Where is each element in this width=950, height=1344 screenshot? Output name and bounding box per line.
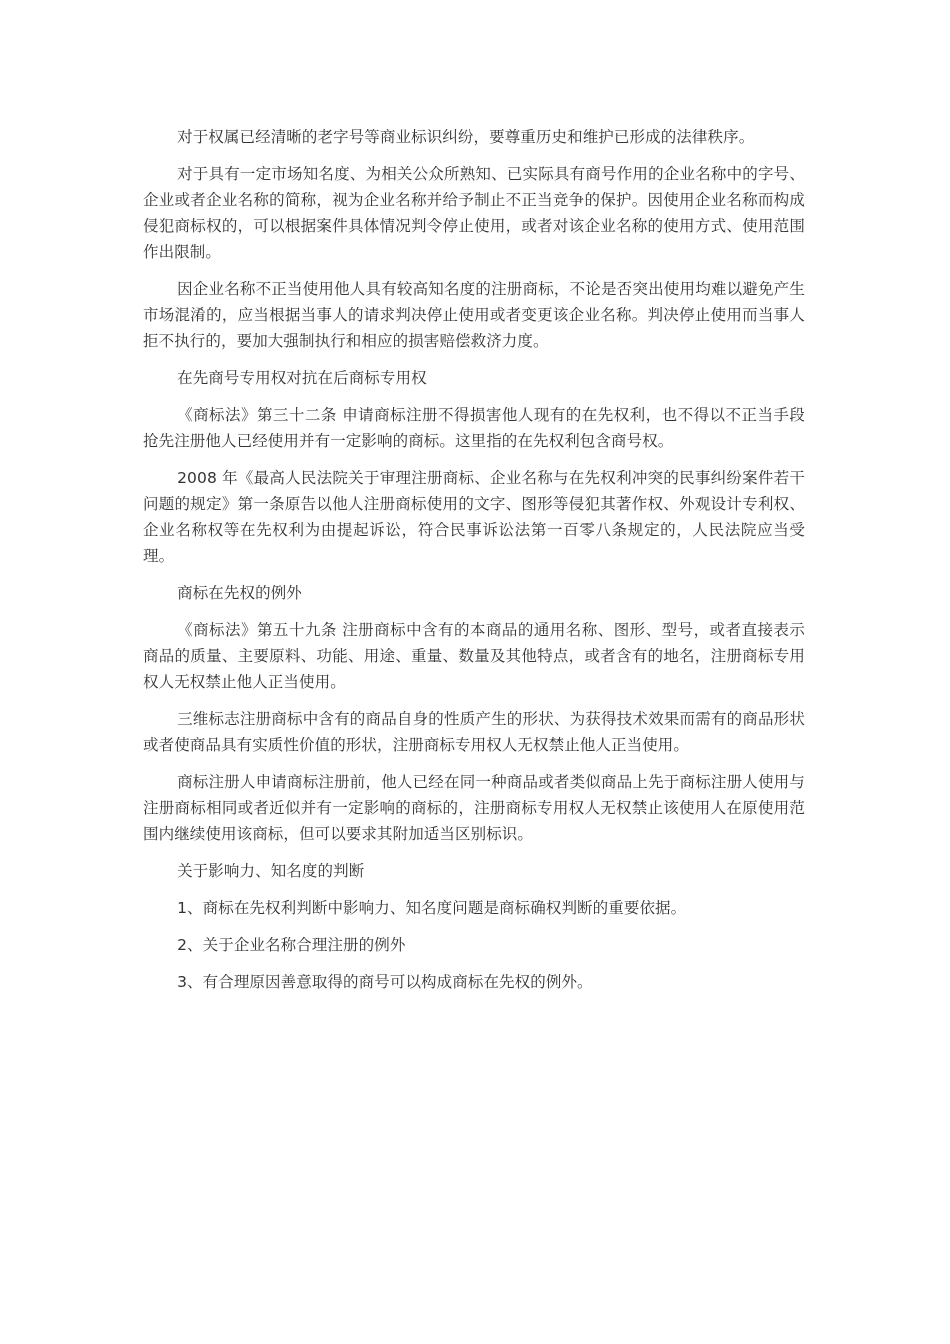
document-body bbox=[143, 124, 805, 1006]
paragraph-3: 因企业名称不正当使用他人具有较高知名度的注册商标，不论是否突出使用均难以避免产生市场混淆的，应当根据当事人的请求判决停止使用或者变更该企业名称。判决停止使用而当事人拒不执行的，要加大强制执行和相应的损害赔偿救济力度。 bbox=[143, 280, 805, 350]
paragraph-article-32: 《商标法》第三十二条 申请商标注册不得损害他人现有的在先权利，也不得以不正当手段抢先注册他人已经使用并有一定影响的商标。这里指的在先权利包含商号权。 bbox=[143, 406, 805, 450]
section-heading-prior-trade-name: 在先商号专用权对抗在后商标专用权 bbox=[177, 369, 427, 387]
list-item-1: 1、商标在先权利判断中影响力、知名度问题是商标确权判断的重要依据。 bbox=[177, 899, 687, 917]
list-item-2: 2、关于企业名称合理注册的例外 bbox=[177, 936, 406, 954]
paragraph-1: 对于权属已经清晰的老字号等商业标识纠纷，要尊重历史和维护已形成的法律秩序。 bbox=[177, 128, 755, 146]
section-heading-exceptions: 商标在先权的例外 bbox=[177, 584, 302, 602]
paragraph-prior-use: 商标注册人申请商标注册前，他人已经在同一种商品或者类似商品上先于商标注册人使用与注册商标相同或者近似并有一定影响的商标的，注册商标专用权人无权禁止该使用人在原使用范围内继续使用该商标，但可以要求其附加适当区别标识。 bbox=[143, 773, 805, 843]
list-item-3: 3、有合理原因善意取得的商号可以构成商标在先权的例外。 bbox=[177, 973, 593, 991]
paragraph-2008-provision: 2008 年《最高人民法院关于审理注册商标、企业名称与在先权利冲突的民事纠纷案件若干问题的规定》第一条原告以他人注册商标使用的文字、图形等侵犯其著作权、外观设计专利权、企业名称权等在先权利为由提起诉讼，符合民事诉讼法第一百零八条规定的，人民法院应当受理。 bbox=[143, 469, 805, 565]
paragraph-3d-marks: 三维标志注册商标中含有的商品自身的性质产生的形状、为获得技术效果而需有的商品形状或者使商品具有实质性价值的形状，注册商标专用权人无权禁止他人正当使用。 bbox=[143, 710, 805, 754]
section-heading-influence: 关于影响力、知名度的判断 bbox=[177, 862, 365, 880]
paragraph-2: 对于具有一定市场知名度、为相关公众所熟知、已实际具有商号作用的企业名称中的字号、企业或者企业名称的简称，视为企业名称并给予制止不正当竞争的保护。因使用企业名称而构成侵犯商标权的，可以根据案件具体情况判令停止使用，或者对该企业名称的使用方式、使用范围作出限制。 bbox=[143, 165, 805, 261]
paragraph-article-59: 《商标法》第五十九条 注册商标中含有的本商品的通用名称、图形、型号，或者直接表示商品的质量、主要原料、功能、用途、重量、数量及其他特点，或者含有的地名，注册商标专用权人无权禁止他人正当使用。 bbox=[143, 621, 805, 691]
